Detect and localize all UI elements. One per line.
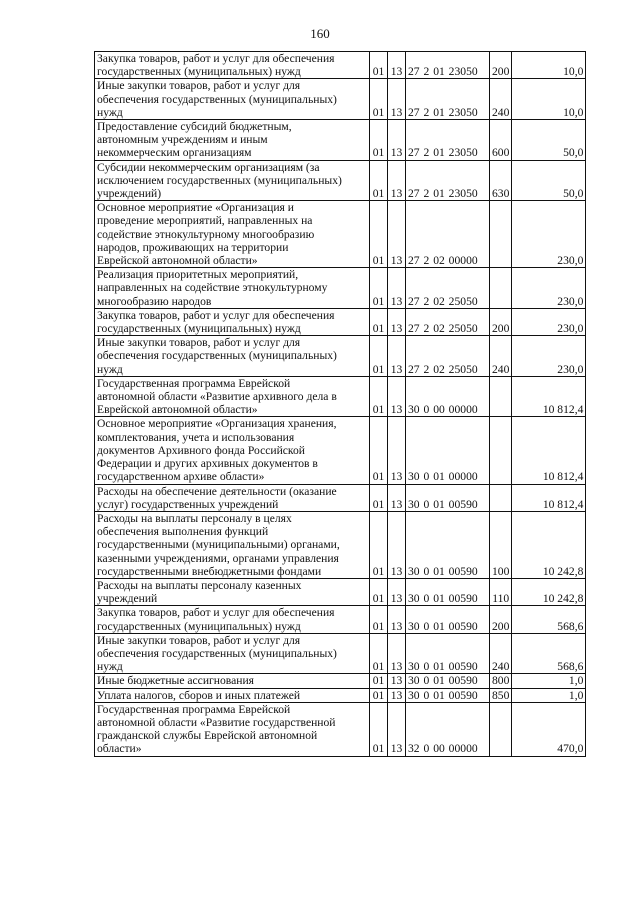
- section-code-cell: 01: [370, 268, 388, 309]
- section-code-cell: 01: [370, 160, 388, 201]
- subsection-code-cell: 13: [388, 578, 406, 605]
- amount-cell: 568,6: [512, 633, 586, 674]
- section-code-cell: 01: [370, 674, 388, 688]
- expense-name-cell: [95, 376, 370, 417]
- expense-type-code-cell: [490, 201, 512, 268]
- section-code-cell: 01: [370, 308, 388, 335]
- expense-type-code-cell: 600: [490, 120, 512, 161]
- section-code-cell: 01: [370, 120, 388, 161]
- section-code-cell: 01: [370, 201, 388, 268]
- expense-name-line: обеспечения государственных (муниципальных): [97, 646, 337, 660]
- subsection-code-cell: 13: [388, 52, 406, 79]
- amount-cell: 568,6: [512, 606, 586, 633]
- target-article-code-cell: 27 2 02 25050: [406, 336, 490, 377]
- table-row: [95, 674, 586, 688]
- expense-name-line: Расходы на обеспечение деятельности (оказание: [97, 484, 337, 498]
- section-code-cell: 01: [370, 702, 388, 756]
- expense-name-line: Закупка товаров, работ и услуг для обеспечения: [97, 606, 335, 620]
- table-row: [95, 201, 586, 268]
- expense-name-line: государственных (муниципальных) нужд: [97, 322, 301, 336]
- expense-name-cell: [95, 308, 370, 335]
- table-row: [95, 308, 586, 335]
- expense-name-cell: [95, 688, 370, 702]
- subsection-code-cell: 13: [388, 674, 406, 688]
- table-row: [95, 511, 586, 578]
- table-row: [95, 268, 586, 309]
- expense-type-code-cell: 110: [490, 578, 512, 605]
- expense-type-code-cell: 200: [490, 308, 512, 335]
- amount-cell: 10 812,4: [512, 417, 586, 484]
- amount-cell: 10 242,8: [512, 511, 586, 578]
- expense-type-code-cell: 800: [490, 674, 512, 688]
- subsection-code-cell: 13: [388, 633, 406, 674]
- section-code-cell: 01: [370, 578, 388, 605]
- expense-name-line: автономной области «Развитие государственной: [97, 715, 336, 729]
- expense-name-line: Расходы на выплаты персоналу казенных: [97, 578, 302, 592]
- expense-name-line: Иные закупки товаров, работ и услуг для: [97, 633, 301, 647]
- amount-cell: 470,0: [512, 702, 586, 756]
- expense-name-line: Расходы на выплаты персоналу в целях: [97, 511, 292, 525]
- amount-cell: 10 812,4: [512, 484, 586, 511]
- expense-name-cell: [95, 484, 370, 511]
- expense-name-line: Еврейской автономной области»: [97, 254, 258, 268]
- amount-cell: 230,0: [512, 268, 586, 309]
- section-code-cell: 01: [370, 484, 388, 511]
- expense-name-line: направленных на содействие этнокультурному: [97, 281, 328, 295]
- expense-type-code-cell: 850: [490, 688, 512, 702]
- expense-name-line: Основное мероприятие «Организация хранения,: [97, 417, 337, 431]
- subsection-code-cell: 13: [388, 79, 406, 120]
- expense-type-code-cell: 630: [490, 160, 512, 201]
- expense-name-cell: [95, 120, 370, 161]
- expense-name-cell: [95, 417, 370, 484]
- expense-type-code-cell: 240: [490, 79, 512, 120]
- expense-name-line: нужд: [97, 362, 123, 376]
- budget-table-body: [95, 52, 586, 757]
- expense-name-line: Федерации и других архивных документов в: [97, 457, 318, 471]
- expense-type-code-cell: 200: [490, 52, 512, 79]
- amount-cell: 230,0: [512, 336, 586, 377]
- target-article-code-cell: 27 2 01 23050: [406, 160, 490, 201]
- expense-name-line: исключением государственных (муниципальных): [97, 173, 342, 187]
- amount-cell: 230,0: [512, 201, 586, 268]
- expense-name-line: Иные закупки товаров, работ и услуг для: [97, 79, 301, 93]
- target-article-code-cell: 32 0 00 00000: [406, 702, 490, 756]
- expense-name-line: содействие этнокультурному многообразию: [97, 227, 315, 241]
- table-row: [95, 120, 586, 161]
- expense-name-line: Предоставление субсидий бюджетным,: [97, 120, 292, 134]
- amount-cell: 10,0: [512, 52, 586, 79]
- target-article-code-cell: 30 0 01 00000: [406, 417, 490, 484]
- expense-name-cell: [95, 52, 370, 79]
- expense-name-line: Государственная программа Еврейской: [97, 702, 291, 716]
- expense-name-cell: [95, 79, 370, 120]
- expense-name-line: нужд: [97, 660, 123, 674]
- expense-name-line: области»: [97, 742, 142, 756]
- expense-type-code-cell: 200: [490, 606, 512, 633]
- table-row: [95, 688, 586, 702]
- amount-cell: 50,0: [512, 120, 586, 161]
- expense-name-line: Государственная программа Еврейской: [97, 376, 291, 390]
- expense-type-code-cell: 240: [490, 336, 512, 377]
- expense-type-code-cell: [490, 376, 512, 417]
- target-article-code-cell: 27 2 01 23050: [406, 79, 490, 120]
- expense-name-line: государственными (муниципальными) органами,: [97, 538, 340, 552]
- expense-type-code-cell: [490, 702, 512, 756]
- expense-name-line: Реализация приоритетных мероприятий,: [97, 268, 299, 282]
- expense-type-code-cell: 240: [490, 633, 512, 674]
- subsection-code-cell: 13: [388, 120, 406, 161]
- expense-name-line: государственном архиве области»: [97, 470, 265, 484]
- target-article-code-cell: 27 2 02 25050: [406, 308, 490, 335]
- subsection-code-cell: 13: [388, 336, 406, 377]
- amount-cell: 1,0: [512, 674, 586, 688]
- subsection-code-cell: 13: [388, 308, 406, 335]
- amount-cell: 1,0: [512, 688, 586, 702]
- expense-name-line: многообразию народов: [97, 294, 212, 308]
- table-row: [95, 79, 586, 120]
- amount-cell: 50,0: [512, 160, 586, 201]
- subsection-code-cell: 13: [388, 688, 406, 702]
- subsection-code-cell: 13: [388, 606, 406, 633]
- expense-name-line: проведение мероприятий, направленных на: [97, 214, 313, 228]
- subsection-code-cell: 13: [388, 702, 406, 756]
- expense-name-cell: [95, 633, 370, 674]
- target-article-code-cell: 30 0 01 00590: [406, 511, 490, 578]
- table-row: [95, 160, 586, 201]
- subsection-code-cell: 13: [388, 268, 406, 309]
- table-row: [95, 376, 586, 417]
- expense-name-cell: [95, 268, 370, 309]
- expense-name-line: некоммерческим организациям: [97, 146, 252, 160]
- target-article-code-cell: 27 2 01 23050: [406, 120, 490, 161]
- expense-type-code-cell: 100: [490, 511, 512, 578]
- page-number: 160: [310, 26, 330, 41]
- target-article-code-cell: 30 0 01 00590: [406, 674, 490, 688]
- table-row: [95, 702, 586, 756]
- subsection-code-cell: 13: [388, 160, 406, 201]
- expense-name-cell: [95, 674, 370, 688]
- table-row: [95, 417, 586, 484]
- table-row: [95, 484, 586, 511]
- section-code-cell: 01: [370, 606, 388, 633]
- expense-name-line: народов, проживающих на территории: [97, 240, 289, 254]
- expense-name-cell: [95, 606, 370, 633]
- expense-name-line: комплектования, учета и использования: [97, 430, 295, 444]
- table-row: [95, 336, 586, 377]
- subsection-code-cell: 13: [388, 376, 406, 417]
- expense-name-cell: [95, 578, 370, 605]
- expense-name-line: Основное мероприятие «Организация и: [97, 201, 294, 215]
- section-code-cell: 01: [370, 633, 388, 674]
- expense-name-line: обеспечения государственных (муниципальных): [97, 349, 337, 363]
- table-row: [95, 606, 586, 633]
- expense-name-line: учреждений: [97, 592, 158, 606]
- section-code-cell: 01: [370, 79, 388, 120]
- expense-name-line: Еврейской автономной области»: [97, 403, 258, 417]
- budget-table: [94, 51, 586, 757]
- amount-cell: 10,0: [512, 79, 586, 120]
- expense-name-line: нужд: [97, 105, 123, 119]
- expense-name-line: гражданской службы Еврейской автономной: [97, 729, 318, 743]
- section-code-cell: 01: [370, 511, 388, 578]
- expense-name-line: Уплата налогов, сборов и иных платежей: [97, 688, 301, 702]
- subsection-code-cell: 13: [388, 201, 406, 268]
- expense-name-line: Иные бюджетные ассигнования: [97, 674, 254, 688]
- target-article-code-cell: 30 0 00 00000: [406, 376, 490, 417]
- amount-cell: 10 812,4: [512, 376, 586, 417]
- expense-name-line: документов Архивного фонда Российской: [97, 443, 305, 457]
- section-code-cell: 01: [370, 376, 388, 417]
- expense-name-line: Субсидии некоммерческим организациям (за: [97, 160, 320, 174]
- expense-name-line: автономной области «Развитие архивного дела в: [97, 390, 337, 404]
- table-row: [95, 52, 586, 79]
- expense-name-line: казенными учреждениями, органами управления: [97, 551, 339, 565]
- expense-name-line: Иные закупки товаров, работ и услуг для: [97, 336, 301, 350]
- target-article-code-cell: 27 2 01 23050: [406, 52, 490, 79]
- target-article-code-cell: 30 0 01 00590: [406, 688, 490, 702]
- expense-name-line: государственными внебюджетными фондами: [97, 564, 322, 578]
- table-row: [95, 578, 586, 605]
- expense-name-line: автономным учреждениям и иным: [97, 133, 268, 147]
- section-code-cell: 01: [370, 336, 388, 377]
- target-article-code-cell: 30 0 01 00590: [406, 633, 490, 674]
- target-article-code-cell: 27 2 02 25050: [406, 268, 490, 309]
- target-article-code-cell: 30 0 01 00590: [406, 578, 490, 605]
- expense-name-cell: [95, 201, 370, 268]
- expense-name-cell: [95, 702, 370, 756]
- table-row: [95, 633, 586, 674]
- target-article-code-cell: 30 0 01 00590: [406, 606, 490, 633]
- expense-name-cell: [95, 511, 370, 578]
- expense-type-code-cell: [490, 268, 512, 309]
- section-code-cell: 01: [370, 688, 388, 702]
- target-article-code-cell: 30 0 01 00590: [406, 484, 490, 511]
- expense-name-line: учреждений): [97, 187, 162, 201]
- expense-name-line: услуг) государственных учреждений: [97, 497, 279, 511]
- expense-name-line: Закупка товаров, работ и услуг для обеспечения: [97, 52, 335, 65]
- section-code-cell: 01: [370, 417, 388, 484]
- expense-name-line: Закупка товаров, работ и услуг для обеспечения: [97, 308, 335, 322]
- expense-name-line: обеспечения государственных (муниципальных): [97, 92, 337, 106]
- expense-name-line: государственных (муниципальных) нужд: [97, 65, 301, 79]
- subsection-code-cell: 13: [388, 417, 406, 484]
- subsection-code-cell: 13: [388, 484, 406, 511]
- section-code-cell: 01: [370, 52, 388, 79]
- amount-cell: 230,0: [512, 308, 586, 335]
- amount-cell: 10 242,8: [512, 578, 586, 605]
- expense-name-cell: [95, 160, 370, 201]
- target-article-code-cell: 27 2 02 00000: [406, 201, 490, 268]
- expense-name-line: государственных (муниципальных) нужд: [97, 619, 301, 633]
- expense-name-cell: [95, 336, 370, 377]
- expense-type-code-cell: [490, 484, 512, 511]
- subsection-code-cell: 13: [388, 511, 406, 578]
- expense-name-line: обеспечения выполнения функций: [97, 525, 269, 539]
- expense-type-code-cell: [490, 417, 512, 484]
